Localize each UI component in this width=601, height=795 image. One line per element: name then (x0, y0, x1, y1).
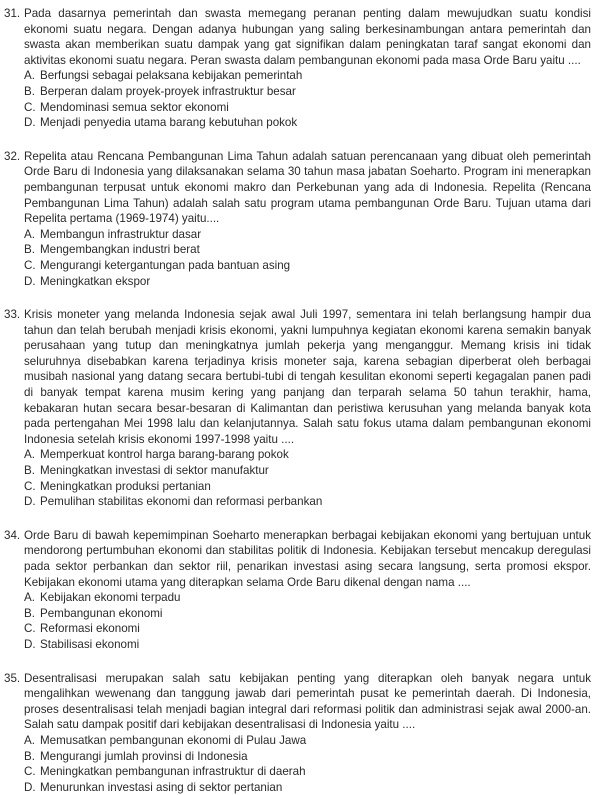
option-letter: A. (24, 733, 35, 747)
option-letter: D. (24, 495, 36, 509)
option-text: Mengurangi jumlah provinsi di Indonesia (40, 749, 248, 763)
option-letter: D. (24, 637, 36, 651)
question-35 (4, 671, 591, 795)
option-text: Pembangunan ekonomi (40, 606, 163, 620)
question-body (24, 6, 591, 131)
question-text: Krisis moneter yang melanda Indonesia sejak awal Juli 1997, sementara ini telah berlangsung hampir dua tahun dan telah berubah menjadi krisis ekonomi, yakni lumpuhnya kegiatan ekonomi karena semakin banyak perusahaan yang tutup dan meningkatnya jumlah pekerja yang menganggur. Memang krisis ini tidak seluruhnya disebabkan karena terjadinya krisis moneter saja, karena sebagian diperberat oleh berbagai musibah nasional yang datang secara bertubi-tubi di tengah kesulitan ekonomi seperti kegagalan panen padi di banyak tempat karena musim kering yang panjang dan terparah selama 50 tahun terakhir, hama, kebakaran hutan secara besar-besaran di Kalimantan dan peristiwa kerusuhan yang melanda banyak kota pada pertengahan Mei 1998 lalu dan kelanjutannya. Salah satu fokus utama dalam pembangunan ekonomi Indonesia setelah krisis ekonomi 1997-1998 yaitu .... (24, 308, 591, 446)
option-b[interactable] (24, 463, 591, 479)
option-text: Meningkatkan ekspor (40, 274, 151, 288)
answer-options (24, 447, 591, 509)
option-text: Memperkuat kontrol harga barang-barang pokok (40, 448, 289, 462)
option-d[interactable] (24, 115, 591, 131)
question-text: Orde Baru di bawah kepemimpinan Soeharto menerapkan berbagai kebijakan ekonomi yang bertujuan untuk mendorong pertumbuhan ekonomi dan stabilitas politik di Indonesia. Kebijakan tersebut mencakup deregulasi pada sektor perbankan dan sektor riil, penarikan investasi asing secara langsung, serta promosi ekspor. Kebijakan ekonomi utama yang diterapkan selama Orde Baru dikenal dengan nama .... (24, 528, 591, 589)
option-letter: A. (24, 448, 35, 462)
option-letter: B. (24, 243, 35, 257)
option-letter: B. (24, 464, 35, 478)
option-b[interactable] (24, 749, 591, 765)
option-a[interactable] (24, 68, 591, 84)
question-text: Pada dasarnya pemerintah dan swasta memegang peranan penting dalam mewujudkan suatu kondisi ekonomi suatu negara. Dengan adanya hubungan yang saling berkesinambungan antara pemerintah dan swasta akan memberikan suatu dampak yang gat signifikan dalam peningkatan taraf sangat ekonomi dan aktivitas ekonomi suatu negara. Peran swasta dalam pembangunan ekonomi pada masa Orde Baru yaitu .... (24, 7, 591, 67)
option-b[interactable] (24, 84, 591, 100)
option-text: Meningkatkan investasi di sektor manufaktur (40, 464, 269, 478)
question-text: Desentralisasi merupakan salah satu kebijakan penting yang diterapkan oleh banyak negara untuk mengalihkan wewenang dan tanggung jawab dari pemerintah pusat ke pemerintah daerah. Di Indonesia, proses desentralisasi telah menjadi bagian integral dari reformasi politik dan administrasi sejak awal 2000-an. Salah satu dampak positif dari kebijakan desentralisasi di Indonesia yaitu .... (24, 671, 591, 732)
option-text: Mengurangi ketergantungan pada bantuan asing (40, 258, 291, 272)
option-letter: D. (24, 780, 36, 794)
option-text: Reformasi ekonomi (40, 622, 140, 636)
question-34 (4, 528, 591, 653)
option-text: Meningkatkan produksi pertanian (40, 479, 211, 493)
option-letter: B. (24, 749, 35, 763)
option-letter: C. (24, 479, 36, 493)
question-number: 31. (4, 7, 21, 20)
option-a[interactable] (24, 590, 591, 606)
question-32 (4, 149, 591, 289)
option-text: Kebijakan ekonomi terpadu (40, 591, 181, 605)
answer-options (24, 68, 591, 130)
question-body (24, 671, 591, 795)
option-c[interactable] (24, 764, 591, 780)
option-c[interactable] (24, 258, 591, 274)
option-c[interactable] (24, 621, 591, 637)
option-c[interactable] (24, 100, 591, 116)
option-letter: B. (24, 606, 35, 620)
option-c[interactable] (24, 479, 591, 495)
question-text: Repelita atau Rencana Pembangunan Lima Tahun adalah satuan perencanaan yang dibuat oleh pemerintah Orde Baru di Indonesia yang dilaksanakan selama 30 tahun masa jabatan Soeharto. Program ini menerapkan pembangunan terpusat untuk ekonomi makro dan Perkebunan yang ada di Indonesia. Repelita (Rencana Pembangunan Lima Tahun) adalah salah satu program utama pembangunan Orde Baru. Tujuan utama dari Repelita pertama (1969-1974) yaitu.... (24, 149, 591, 226)
option-text: Stabilisasi ekonomi (40, 637, 140, 651)
option-letter: C. (24, 622, 36, 636)
answer-options (24, 733, 591, 795)
question-number: 32. (4, 149, 21, 163)
question-number: 35. (4, 671, 21, 685)
question-31 (4, 6, 591, 131)
question-33 (4, 307, 591, 510)
option-text: Menjadi penyedia utama barang kebutuhan pokok (40, 116, 298, 130)
question-body (24, 307, 591, 510)
option-a[interactable] (24, 227, 591, 243)
option-text: Membangun infrastruktur dasar (40, 227, 202, 241)
option-a[interactable] (24, 733, 591, 749)
question-number: 33. (4, 308, 21, 322)
option-letter: A. (24, 591, 35, 605)
option-b[interactable] (24, 606, 591, 622)
option-text: Berperan dalam proyek-proyek infrastruktur besar (40, 84, 296, 98)
option-text: Memusatkan pembangunan ekonomi di Pulau Jawa (40, 733, 307, 747)
option-d[interactable] (24, 494, 591, 510)
option-letter: A. (24, 227, 35, 241)
option-letter: C. (24, 100, 36, 114)
option-letter: C. (24, 258, 36, 272)
option-text: Mendominasi semua sektor ekonomi (40, 100, 229, 114)
question-number: 34. (4, 528, 21, 542)
question-body (24, 149, 591, 289)
option-text: Menurunkan investasi asing di sektor pertanian (40, 780, 283, 794)
option-d[interactable] (24, 637, 591, 653)
option-text: Mengembangkan industri berat (40, 243, 200, 257)
option-a[interactable] (24, 447, 591, 463)
answer-options (24, 590, 591, 652)
option-text: Pemulihan stabilitas ekonomi dan reformasi perbankan (40, 495, 323, 509)
question-body (24, 528, 591, 653)
option-letter: B. (24, 84, 35, 98)
option-b[interactable] (24, 242, 591, 258)
option-d[interactable] (24, 274, 591, 290)
option-d[interactable] (24, 780, 591, 795)
option-text: Berfungsi sebagai pelaksana kebijakan pemerintah (40, 69, 303, 83)
answer-options (24, 227, 591, 289)
option-letter: D. (24, 274, 36, 288)
option-letter: A. (24, 69, 35, 83)
option-letter: D. (24, 116, 36, 130)
option-text: Meningkatkan pembangunan infrastruktur di daerah (40, 765, 306, 779)
option-letter: C. (24, 765, 36, 779)
